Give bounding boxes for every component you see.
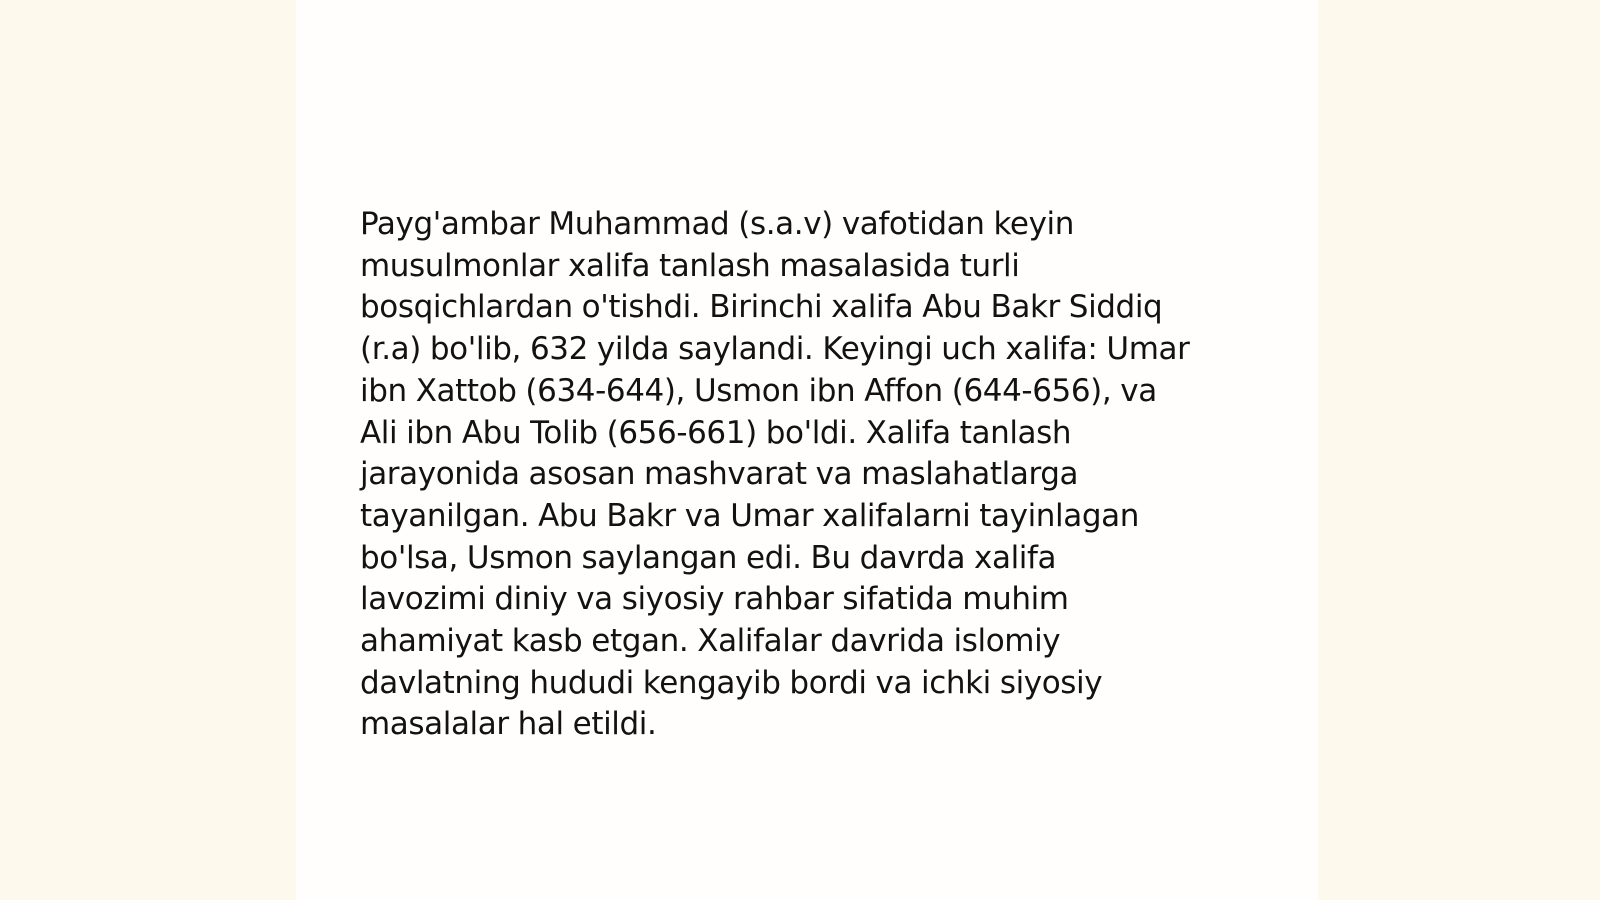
paragraph-line: (r.a) bo'lib, 632 yilda saylandi. Keyingi uch xalifa: Umar	[360, 331, 1190, 368]
paragraph-line: lavozimi diniy va siyosiy rahbar sifatida muhim	[360, 581, 1069, 618]
paragraph-line: musulmonlar xalifa tanlash masalasida turli	[360, 247, 1020, 284]
paragraph-line: Ali ibn Abu Tolib (656-661) bo'ldi. Xalifa tanlash	[360, 414, 1072, 451]
paragraph-line: Payg'ambar Muhammad (s.a.v) vafotidan keyin	[360, 206, 1075, 242]
paragraph-line: jarayonida asosan mashvarat va maslahatlarga	[360, 456, 1079, 493]
paragraph-line: ibn Xattob (634-644), Usmon ibn Affon (644-656), va	[360, 372, 1157, 409]
paragraph-line: davlatning hududi kengayib bordi va ichki siyosiy	[360, 664, 1103, 701]
paragraph-line: bosqichlardan o'tishdi. Birinchi xalifa Abu Bakr Siddiq	[360, 289, 1163, 326]
body-paragraph	[360, 204, 1260, 746]
paragraph-line: ahamiyat kasb etgan. Xalifalar davrida islomiy	[360, 623, 1061, 660]
paragraph-line: masalalar hal etildi.	[360, 706, 657, 743]
paragraph-line: bo'lsa, Usmon saylangan edi. Bu davrda xalifa	[360, 539, 1057, 576]
paragraph-line: tayanilgan. Abu Bakr va Umar xalifalarni tayinlagan	[360, 497, 1139, 534]
